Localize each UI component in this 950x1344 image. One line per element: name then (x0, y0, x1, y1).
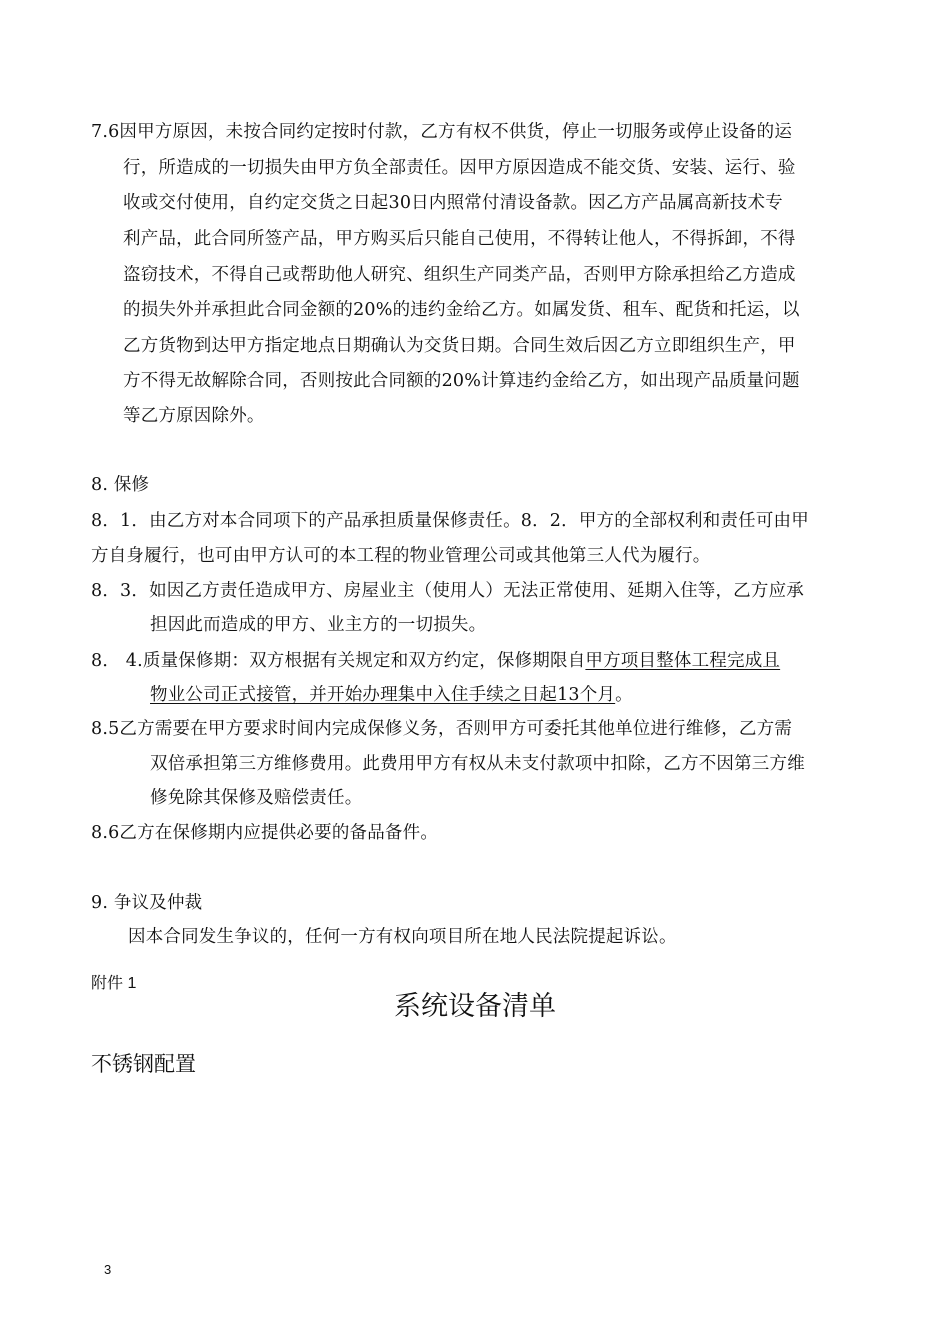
clause-8-1-line-1: 8．1．由乙方对本合同项下的产品承担质量保修责任。8．2．甲方的全部权利和责任可由甲 (91, 511, 809, 531)
clause-8-4-suffix: 。 (615, 685, 633, 705)
clause-8-5-line-3: 修免除其保修及赔偿责任。 (150, 788, 363, 808)
clause-8-5-line-1: 8.5乙方需要在甲方要求时间内完成保修义务，否则甲方可委托其他单位进行维修，乙方需 (91, 719, 793, 739)
clause-8-6: 8.6乙方在保修期内应提供必要的备品备件。 (91, 823, 439, 843)
clause-8-4-prefix: 8． 4.质量保修期：双方根据有关规定和双方约定，保修期限自 (91, 651, 586, 671)
section-9-body: 因本合同发生争议的，任何一方有权向项目所在地人民法院提起诉讼。 (128, 927, 677, 947)
clause-7-6-line-5: 盗窃技术，不得自己或帮助他人研究、组织生产同类产品，否则甲方除承担给乙方造成 (123, 265, 796, 285)
clause-7-6-line-2: 行，所造成的一切损失由甲方负全部责任。因甲方原因造成不能交货、安装、运行、验 (123, 158, 796, 178)
clause-7-6-line-1: 7.6因甲方原因，未按合同约定按时付款，乙方有权不供货，停止一切服务或停止设备的运 (91, 122, 793, 142)
clause-8-4-line-2 (150, 684, 633, 706)
clause-7-6-line-3: 收或交付使用，自约定交货之日起30日内照常付清设备款。因乙方产品属高新技术专 (123, 193, 783, 213)
attachment-label: 附件 1 (91, 975, 137, 992)
clause-7-6-line-4: 利产品，此合同所签产品，甲方购买后只能自己使用，不得转让他人，不得拆卸，不得 (123, 229, 796, 249)
clause-8-4-underlined-2: 物业公司正式接管，并开始办理集中入住手续之日起13个月 (150, 685, 616, 705)
clause-8-5-line-2: 双倍承担第三方维修费用。此费用甲方有权从未支付款项中扣除，乙方不因第三方维 (150, 754, 805, 774)
section-8-heading: 8. 保修 (91, 475, 150, 495)
clause-8-4-line-1 (91, 650, 780, 672)
clause-8-4-underlined-1: 甲方项目整体工程完成且 (585, 651, 781, 671)
clause-7-6-line-6: 的损失外并承担此合同金额的20%的违约金给乙方。如属发货、租车、配货和托运，以 (123, 300, 800, 320)
attachment-title: 系统设备清单 (394, 991, 556, 1022)
section-9-heading: 9. 争议及仲裁 (91, 893, 203, 913)
page-number: 3 (104, 1262, 112, 1277)
clause-7-6-line-9: 等乙方原因除外。 (123, 406, 265, 426)
clause-7-6-line-7: 乙方货物到达甲方指定地点日期确认为交货日期。合同生效后因乙方立即组织生产，甲 (123, 336, 796, 356)
clause-8-3-line-2: 担因此而造成的甲方、业主方的一切损失。 (150, 615, 487, 635)
attachment-subtitle: 不锈钢配置 (91, 1052, 196, 1076)
clause-7-6-line-8: 方不得无故解除合同，否则按此合同额的20%计算违约金给乙方，如出现产品质量问题 (123, 371, 800, 391)
clause-8-1-line-2: 方自身履行，也可由甲方认可的本工程的物业管理公司或其他第三人代为履行。 (91, 546, 711, 566)
clause-8-3-line-1: 8．3．如因乙方责任造成甲方、房屋业主（使用人）无法正常使用、延期入住等，乙方应承 (91, 581, 804, 601)
